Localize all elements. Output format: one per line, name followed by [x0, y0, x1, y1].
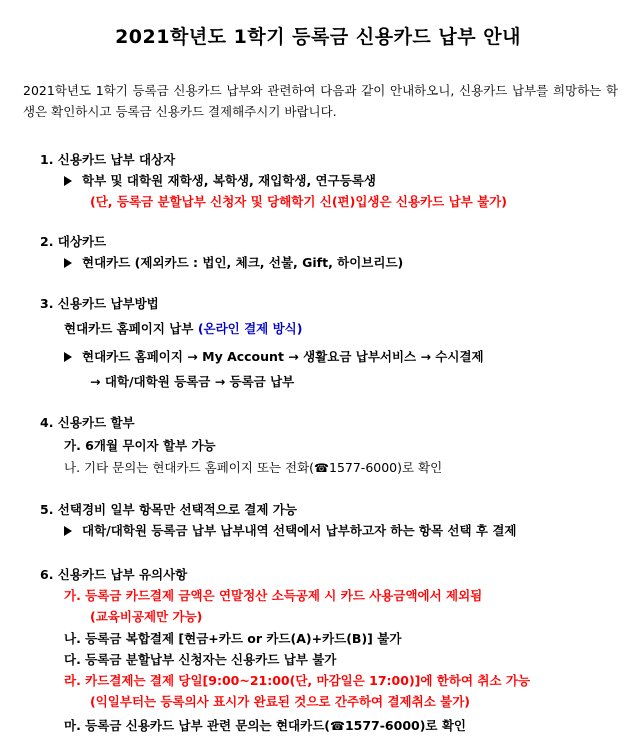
section-5-header: 5. 선택경비 일부 항목만 선택적으로 결제 가능 [40, 502, 297, 517]
section-3-bullet-cont: → 대학/대학원 등록금 → 등록금 납부 [90, 374, 295, 389]
section-2-bullet-text: 현대카드 (제외카드 : 법인, 체크, 선불, Gift, 하이브리드) [82, 255, 404, 270]
section-3-bullet-text: 현대카드 홈페이지 → My Account → 생활요금 납부서비스 → 수시결제 [82, 349, 484, 364]
section-1-header: 1. 신용카드 납부 대상자 [40, 152, 176, 167]
section-3-line1 [64, 319, 302, 337]
section-4-header: 4. 신용카드 할부 [40, 415, 135, 430]
phone-icon: ☎ [330, 719, 345, 733]
section-4-item-a: 가. 6개월 무이자 할부 가능 [64, 438, 216, 453]
section-4-item-b [64, 458, 442, 476]
section-6-item-e [64, 716, 466, 734]
section-3-bullet [64, 347, 484, 365]
section-6-item-d: 라. 카드결제는 결제 당일[9:00~21:00(단, 마감일은 17:00)]에 한하여 취소 가능 [64, 673, 531, 688]
intro-paragraph: 2021학년도 1학기 등록금 신용카드 납부와 관련하여 다음과 같이 안내하오니, 신용카드 납부를 희망하는 학생은 확인하시고 등록금 신용카드 결제해주시기 바랍니다. [23, 83, 618, 119]
section-3-line1-text: 현대카드 홈페이지 납부 [64, 321, 198, 336]
triangle-bullet-icon [64, 352, 72, 362]
triangle-bullet-icon [64, 526, 72, 536]
section-2-bullet [64, 253, 403, 271]
section-1-note: (단, 등록금 분할납부 신청자 및 당해학기 신(편)입생은 신용카드 납부 불가) [90, 194, 507, 209]
triangle-bullet-icon [64, 258, 72, 268]
section-6-header: 6. 신용카드 납부 유의사항 [40, 567, 188, 582]
page-title: 2021학년도 1학기 등록금 신용카드 납부 안내 [115, 26, 521, 48]
section-4-item-b-phone: 1577-6000)로 확인 [329, 460, 443, 475]
phone-icon: ☎ [314, 461, 329, 475]
section-1-bullet [64, 171, 376, 189]
section-5-bullet [64, 521, 517, 539]
section-6-item-a-cont: (교육비공제만 가능) [90, 609, 203, 624]
section-3-online-note: (온라인 결제 방식) [197, 321, 303, 336]
section-5-bullet-text: 대학/대학원 등록금 납부 납부내역 선택에서 납부하고자 하는 항목 선택 후 결제 [82, 523, 517, 538]
section-6-item-d-cont: (익일부터는 등록의사 표시가 완료된 것으로 간주하여 결제취소 불가) [90, 694, 470, 709]
section-1-bullet-text: 학부 및 대학원 재학생, 복학생, 재입학생, 연구등록생 [82, 173, 376, 188]
section-4-item-b-text: 나. 기타 문의는 현대카드 홈페이지 또는 전화( [64, 460, 315, 475]
triangle-bullet-icon [64, 176, 72, 186]
section-6-item-a: 가. 등록금 카드결제 금액은 연말정산 소득공제 시 카드 사용금액에서 제외됨 [64, 588, 483, 603]
section-2-header: 2. 대상카드 [40, 234, 107, 249]
section-6-item-e-text: 마. 등록금 신용카드 납부 관련 문의는 현대카드( [64, 718, 330, 733]
section-6-item-c: 다. 등록금 분할납부 신청자는 신용카드 납부 불가 [64, 652, 337, 667]
section-3-header: 3. 신용카드 납부방법 [40, 296, 159, 311]
section-6-item-b: 나. 등록금 복합결제 [현금+카드 or 카드(A)+카드(B)] 불가 [64, 631, 402, 646]
section-6-item-e-phone: 1577-6000)로 확인 [344, 718, 467, 733]
